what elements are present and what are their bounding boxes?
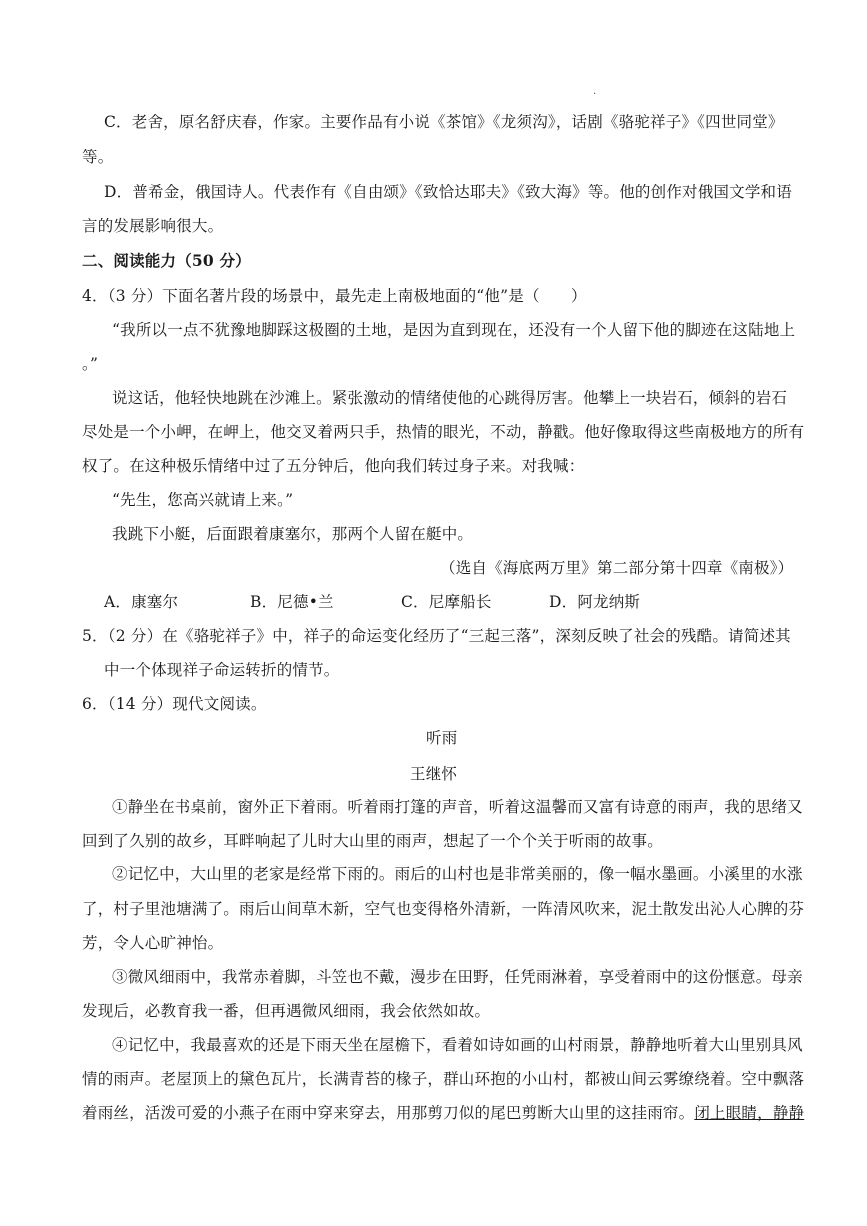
essay-title: 听雨: [426, 729, 458, 747]
q4-option-c: C．尼摩船长: [401, 593, 492, 611]
para4-underlined-text: 闭上眼睛，静静: [694, 1104, 805, 1122]
q4-quote-line1: “我所以一点不犹豫地脚踩这极圈的土地，是因为直到现在，还没有一个人留下他的脚迹在这陆地上: [112, 321, 796, 339]
essay-author: 王继怀: [410, 765, 458, 783]
q4-passage-line1: 说这话，他轻快地跳在沙滩上。紧张激动的情绪使他的心跳得厉害。他攀上一块岩石，倾斜的岩石: [112, 389, 788, 407]
section-title: 二、阅读能力（50 分）: [82, 251, 251, 270]
option-c-line1: C．老舍，原名舒庆春，作家。主要作品有小说《茶馆》《龙须沟》，话剧《骆驼祥子》《四世同堂》: [104, 113, 784, 131]
para3-line2: 发现后，必教育我一番，但再遇微风细雨，我会依然如故。: [82, 1002, 491, 1020]
question-5-line2: 中一个体现祥子命运转折的情节。: [104, 661, 340, 679]
para2-line2: 了，村子里池塘满了。雨后山间草木新，空气也变得格外清新，一阵清风吹来，泥土散发出沁人心脾的芬: [82, 900, 805, 918]
para2-line1: ②记忆中，大山里的老家是经常下雨的。雨后的山村也是非常美丽的，像一幅水墨画。小溪里的水涨: [112, 865, 803, 883]
option-c-line2: 等。: [82, 148, 114, 166]
question-6-stem: 6．（14 分）现代文阅读。: [82, 695, 267, 713]
para1-line2: 回到了久别的故乡，耳畔响起了儿时大山里的雨声，想起了一个个关于听雨的故事。: [82, 832, 663, 850]
para4-line3-text: 着雨丝，活泼可爱的小燕子在雨中穿来穿去，用那剪刀似的尾巴剪断大山里的这挂雨帘。: [82, 1104, 695, 1122]
q4-passage-line3: 权了。在这种极乐情绪中过了五分钟后，他向我们转过身子来。对我喊：: [82, 457, 585, 475]
para4-line3: [82, 1101, 804, 1123]
para4-line2: 情的雨声。老屋顶上的黛色瓦片，长满青苔的椽子，群山环抱的小山村，都被山间云雾缭绕着。空中飘落: [82, 1070, 805, 1088]
para4-line1: ④记忆中，我最喜欢的还是下雨天坐在屋檐下，看着如诗如画的山村雨景，静静地听着大山里别具风: [112, 1036, 803, 1054]
q4-passage-line5: 我跳下小艇，后面跟着康塞尔，那两个人留在艇中。: [112, 525, 474, 543]
question-4-stem: 4．（3 分）下面名著片段的场景中，最先走上南极地面的“他”是（ ）: [82, 287, 587, 305]
q4-passage-line4: “先生，您高兴就请上来。”: [112, 491, 294, 509]
q4-option-b: B．尼德•兰: [250, 593, 334, 611]
page-mark: .: [593, 86, 597, 97]
question-5-line1: 5．（2 分）在《骆驼祥子》中，祥子的命运变化经历了“三起三落”，深刻反映了社会的残酷。请简述其: [82, 627, 791, 645]
para2-line3: 芳，令人心旷神怡。: [82, 934, 224, 952]
q4-source: （选自《海底两万里》第二部分第十四章《南极》）: [440, 559, 794, 577]
para3-line1: ③微风细雨中，我常赤着脚，斗笠也不戴，漫步在田野，任凭雨淋着，享受着雨中的这份惬意。母亲: [112, 968, 803, 986]
option-d-line2: 言的发展影响很大。: [82, 217, 224, 235]
q4-option-a: A．康塞尔: [104, 593, 179, 611]
para1-line1: ①静坐在书桌前，窗外正下着雨。听着雨打篷的声音，听着这温馨而又富有诗意的雨声，我的思绪又: [112, 798, 803, 816]
option-d-line1: D．普希金，俄国诗人。代表作有《自由颂》《致恰达耶夫》《致大海》等。他的创作对俄国文学和语: [104, 183, 792, 201]
q4-passage-line2: 尽处是一个小岬，在岬上，他交叉着两只手，热情的眼光，不动，静戳。他好像取得这些南极地方的所有: [82, 423, 805, 441]
q4-quote-line2: 。”: [82, 355, 99, 373]
q4-option-d: D．阿龙纳斯: [549, 593, 641, 611]
